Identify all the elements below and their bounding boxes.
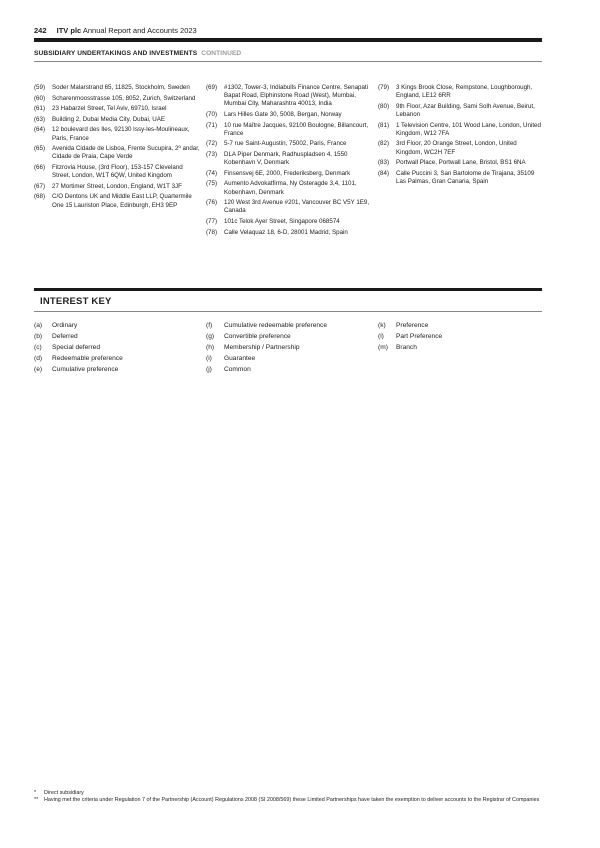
address-item-text: 12 boulevard des Iles, 92130 Issy-les-Moulineaux, Paris, France [52, 126, 190, 142]
address-item [206, 170, 372, 178]
address-item [206, 199, 372, 215]
interest-key-item-text: Ordinary [52, 322, 78, 329]
section-rule [34, 61, 542, 62]
footnote-text: Having met the criteria under Regulation 7 of the Partnership (Account) Regulations 2008 (SI 2008/569) these Limited Partnerships have taken the exemption to deliver accounts to the Registrar of Companies [44, 797, 540, 803]
interest-key-item-marker: (a) [34, 322, 43, 329]
interest-key-item-marker: (c) [34, 344, 42, 351]
address-item [34, 193, 200, 209]
address-item-text: 23 Habarzel Street, Tel Aviv, 69710, Israel [52, 105, 167, 113]
address-item [34, 164, 200, 180]
address-item-marker: (78) [206, 228, 218, 236]
interest-key-item-marker: (d) [34, 355, 43, 362]
interest-key-item-marker: (g) [206, 333, 215, 340]
address-item [34, 126, 200, 142]
address-item-marker: (70) [206, 111, 218, 118]
header-rule [34, 38, 542, 42]
address-column-3 [378, 84, 544, 189]
address-item-text: 3 Kings Brook Close, Rempstone, Loughborough, England, LE12 6RR [396, 84, 533, 100]
address-item-text: Aumento Advokatfirma, Ny Osteragde 3,4, 1101, Kobenhavn, Denmark [224, 180, 357, 196]
address-item [206, 122, 372, 138]
interest-key-item-marker: (f) [206, 322, 213, 329]
address-item-marker: (83) [378, 159, 390, 167]
section-title [34, 50, 241, 57]
page-number: 242 [34, 26, 47, 35]
address-item [34, 116, 200, 124]
address-item-marker: (75) [206, 180, 218, 188]
address-item-marker: (61) [34, 105, 46, 113]
address-item-text: Soder Malarstrand 65, 11825, Stockholm, Sweden [52, 84, 190, 91]
address-item-text: Lars Hilles Gate 30, 5008, Bergan, Norway [224, 111, 342, 118]
interest-key-column-2 [206, 322, 366, 377]
address-item-text: Calle Velaquaz 18, 6-D, 28001 Madrid, Spain [224, 228, 348, 236]
address-item-marker: (63) [34, 115, 46, 123]
address-item-marker: (80) [378, 102, 390, 110]
interest-key-item-marker: (i) [206, 355, 212, 362]
address-item [34, 183, 200, 191]
interest-key-item [34, 366, 194, 374]
address-item-text: Scharenmoosstrasse 105, 8052, Zurich, Switzerland [52, 94, 196, 102]
interest-key-item-text: Convertible preference [224, 333, 291, 340]
address-column-1 [34, 84, 200, 212]
address-item-marker: (82) [378, 140, 390, 148]
interest-key-item-marker: (j) [206, 366, 212, 373]
address-item-marker: (65) [34, 145, 46, 153]
address-item [206, 229, 372, 237]
interest-key-item-text: Part Preference [396, 333, 443, 340]
address-item [378, 159, 544, 167]
interest-key-item-text: Branch [396, 344, 417, 351]
address-item [34, 95, 200, 103]
address-item-text: 101c Telok Ayer Street, Singapore 068574 [224, 217, 340, 225]
address-item [206, 218, 372, 226]
footnotes [34, 790, 544, 804]
address-item [378, 84, 544, 100]
address-item [206, 180, 372, 196]
address-item [206, 140, 372, 148]
address-item-marker: (74) [206, 169, 218, 177]
address-item-text: #1302, Tower-3, Indiabulls Finance Centre, Senapati Bapat Road, Elphinstone Road (West), Mumbai, Mumbai City, Maharashtra 40013, India [224, 84, 369, 108]
footnote [34, 797, 544, 804]
section-title-text: SUBSIDIARY UNDERTAKINGS AND INVESTMENTS [34, 50, 198, 57]
interest-key-item-marker: (m) [378, 344, 388, 351]
address-item-marker: (59) [34, 84, 46, 91]
address-item-text: Avenida Cidade de Lisboa, Frente Sucupira, 2º andar, Cidade de Praia, Cape Verde [52, 145, 200, 161]
address-item-marker: (64) [34, 126, 46, 134]
address-item-text: C/O Dentons UK and Middle East LLP, Quartermile One 15 Lauriston Place, Edinburgh, EH3 9EP [52, 193, 192, 209]
address-item-text: Finsensvej 6E, 2000, Frederiksberg, Denmark [224, 169, 351, 177]
interest-key-item [34, 322, 194, 330]
interest-key-item [206, 355, 366, 363]
address-item [34, 105, 200, 113]
address-item [206, 84, 372, 109]
brand-name: ITV plc [56, 26, 82, 35]
footnote-marker: * [34, 790, 37, 796]
address-item-marker: (84) [378, 169, 390, 177]
interest-key-item [206, 366, 366, 374]
interest-key-column-1 [34, 322, 194, 377]
interest-key-item-text: Special deferred [52, 344, 101, 351]
address-item-marker: (77) [206, 217, 218, 225]
address-item [34, 84, 200, 92]
interest-key-column-3 [378, 322, 538, 355]
interest-key-item [206, 344, 366, 352]
interest-key-item-marker: (k) [378, 322, 386, 329]
address-item-marker: (71) [206, 121, 218, 129]
report-title: Annual Report and Accounts 2023 [82, 26, 197, 35]
interest-key-item-text: Deferred [52, 333, 78, 340]
interest-key-item-marker: (e) [34, 366, 43, 373]
footnote [34, 790, 544, 797]
address-item [378, 122, 544, 138]
address-item-text: Fitzrovia House, (3rd Floor), 153-157 Cleveland Street, London, W1T 6QW, United Kingdom [52, 163, 183, 180]
interest-key-item-marker: (l) [378, 333, 384, 340]
interest-key-item-text: Membership / Partnership [224, 344, 300, 351]
address-item-text: 10 rue Maître Jacques, 92100 Boulogne, Billancourt, France [224, 121, 369, 137]
interest-key-item [34, 333, 194, 341]
interest-key-underline [34, 311, 542, 312]
interest-key-rule [34, 288, 542, 291]
address-item-text: 5-7 rue Saint-Augustin, 75002, Paris, France [224, 140, 347, 148]
interest-key-item-text: Guarantee [224, 355, 256, 362]
footnote-marker: ** [34, 797, 39, 803]
address-item-marker: (76) [206, 199, 218, 207]
interest-key-item [206, 322, 366, 330]
page-header [34, 26, 197, 35]
address-item [206, 151, 372, 167]
interest-key-item-text: Cumulative preference [52, 366, 119, 373]
interest-key-item-text: Redeemable preference [52, 355, 123, 362]
interest-key-item [206, 333, 366, 341]
interest-key-item [34, 344, 194, 352]
footnote-text: Direct subsidiary [44, 790, 84, 796]
address-item-marker: (68) [34, 193, 46, 201]
address-item-text: 9th Floor, Azar Building, Sami Solh Avenue, Beirut, Lebanon [396, 102, 535, 118]
interest-key-item-marker: (b) [34, 333, 43, 340]
address-item-text: Portwall Place, Portwall Lane, Bristol, BS1 6NA [396, 159, 526, 167]
address-item-marker: (67) [34, 182, 46, 190]
address-item-text: DLA Piper Denmark, Radhuspladsen 4, 1550 Kobenhavn V, Denmark [224, 150, 348, 167]
address-column-2 [206, 84, 372, 239]
address-item [206, 111, 372, 119]
address-item-marker: (72) [206, 140, 218, 148]
address-item-text: 3rd Floor, 20 Orange Street, London, United Kingdom, WC2H 7EF [396, 140, 517, 156]
address-item-marker: (66) [34, 163, 46, 171]
address-item-marker: (69) [206, 84, 218, 91]
interest-key-item-text: Common [224, 366, 251, 373]
section-continued-label: CONTINUED [201, 50, 242, 57]
address-item-marker: (79) [378, 84, 390, 91]
interest-key-item-text: Cumulative redeemable preference [224, 322, 327, 329]
address-item [34, 145, 200, 161]
address-item-marker: (81) [378, 121, 390, 129]
interest-key-item [378, 322, 538, 330]
address-item-text: Calle Puccini 3, San Bartolome de Tirajana, 35109 Las Palmas, Gran Canaria, Spain [396, 169, 535, 185]
interest-key-item-marker: (h) [206, 344, 215, 351]
address-item-text: Building 2, Dubai Media City, Dubai, UAE [52, 115, 166, 123]
address-item-text: 27 Mortimer Street, London, England, W1T 3JF [52, 182, 182, 190]
interest-key-title: INTEREST KEY [40, 296, 112, 307]
interest-key-item-text: Preference [396, 322, 429, 329]
address-item [378, 170, 544, 186]
interest-key-item [378, 344, 538, 352]
interest-key-item [378, 333, 538, 341]
interest-key-item [34, 355, 194, 363]
address-item-text: 1 Television Centre, 101 Wood Lane, London, United Kingdom, W12 7FA [396, 121, 541, 137]
address-item [378, 103, 544, 119]
address-item-marker: (60) [34, 94, 46, 102]
address-item-marker: (73) [206, 150, 218, 158]
address-item-text: 120 West 3rd Avenue #201, Vancouver BC V5Y 1E9, Canada [224, 199, 370, 215]
address-item [378, 140, 544, 156]
